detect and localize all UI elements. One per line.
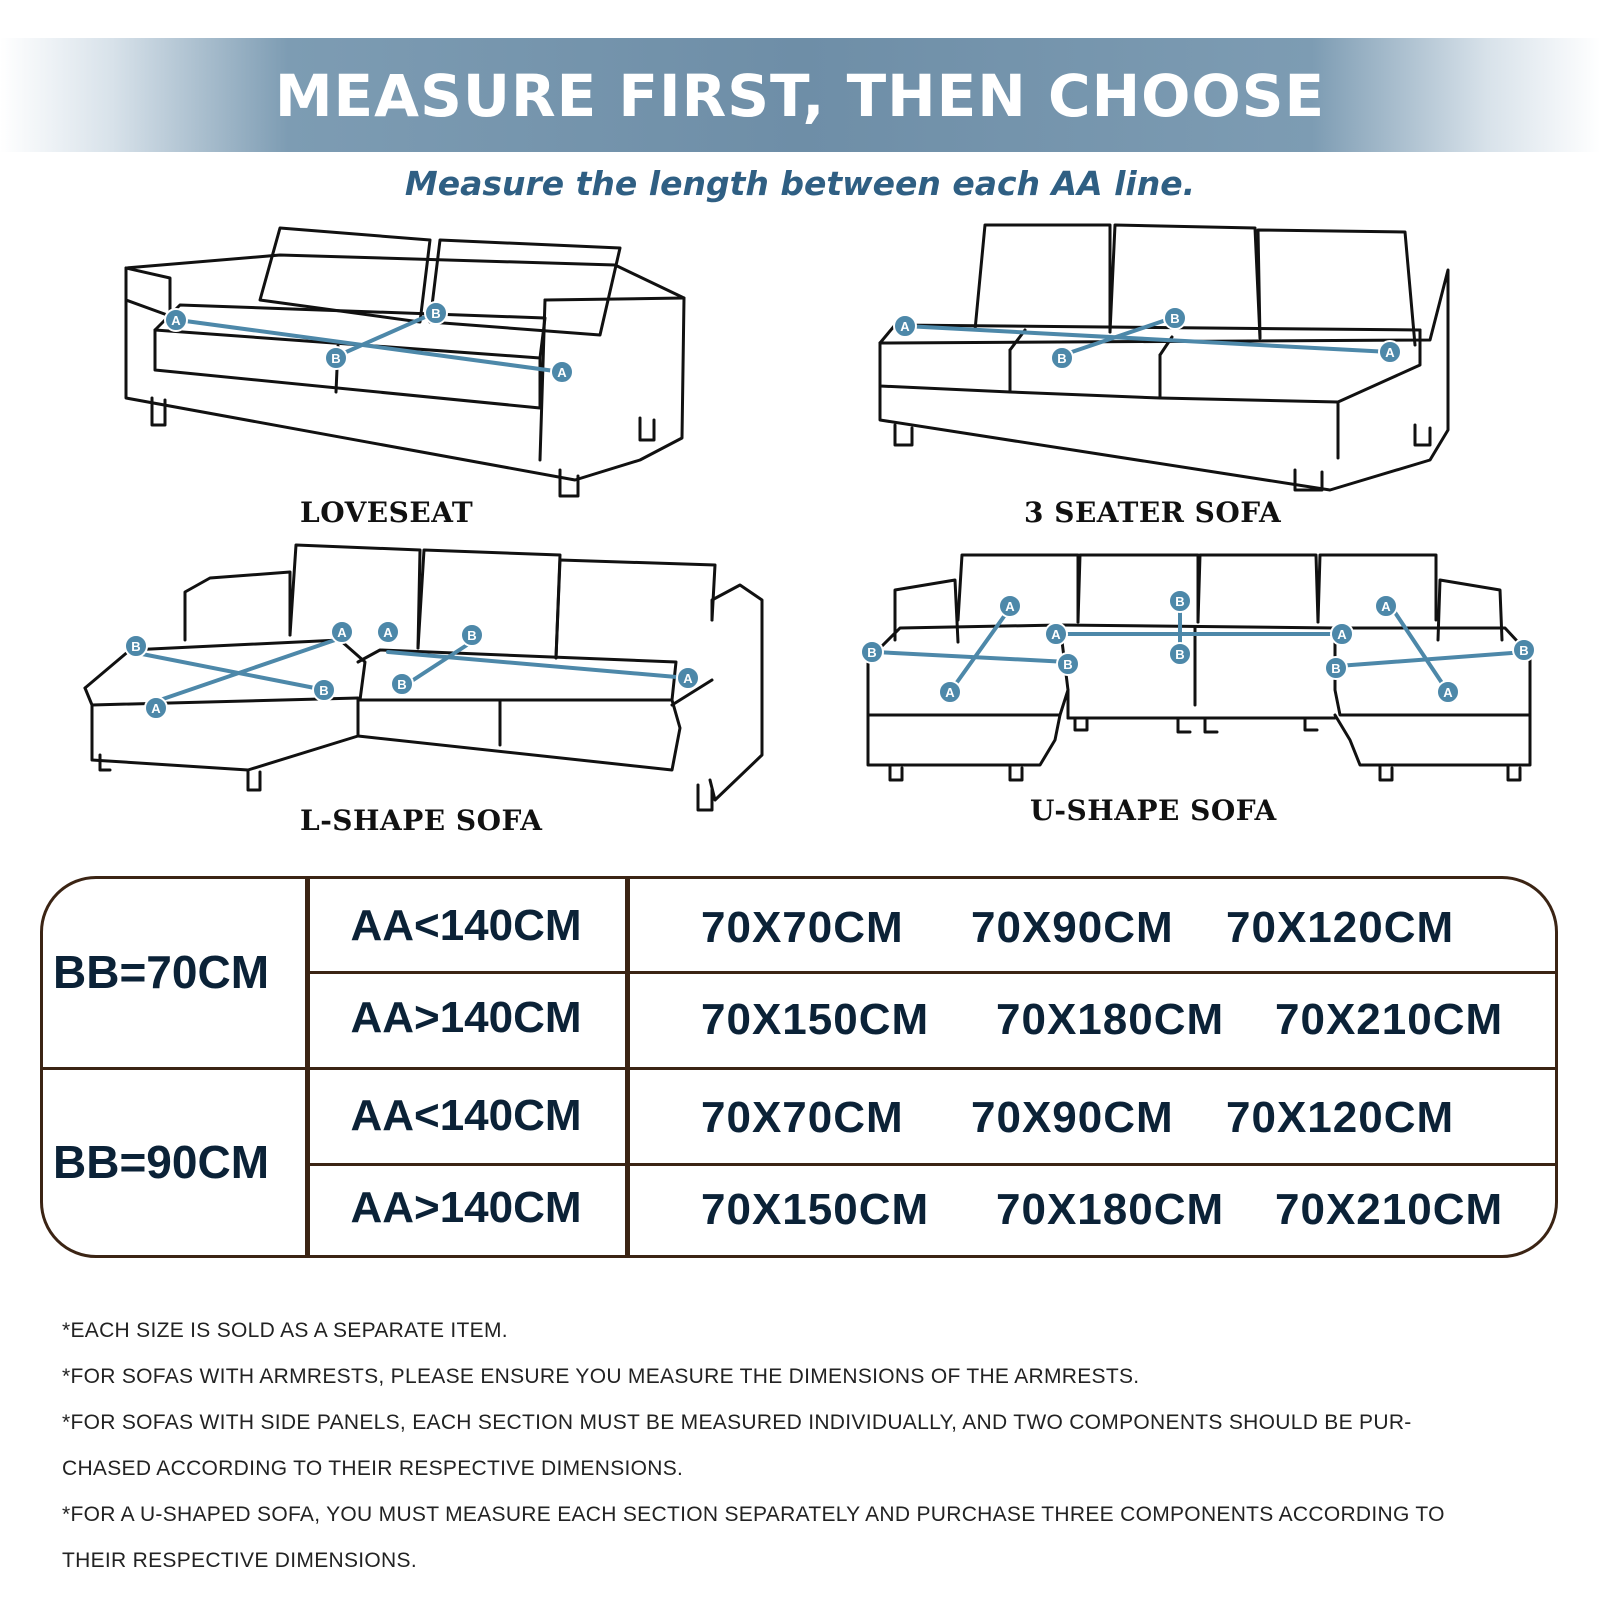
marker-b-badge bbox=[861, 641, 883, 663]
marker-letter: B bbox=[467, 628, 477, 643]
size-option: 70X90CM bbox=[971, 903, 1174, 952]
loveseat-label: LOVESEAT bbox=[300, 496, 474, 529]
size-option: 70X70CM bbox=[701, 1093, 904, 1142]
marker-letter: B bbox=[1519, 643, 1529, 658]
marker-a-badge bbox=[377, 621, 399, 643]
size-option: 70X150CM bbox=[701, 1185, 930, 1234]
marker-a-badge bbox=[999, 595, 1021, 617]
marker-a-badge bbox=[145, 697, 167, 719]
marker-letter: B bbox=[1057, 351, 1067, 366]
marker-a-badge bbox=[1375, 595, 1397, 617]
size-table bbox=[40, 876, 1558, 1258]
loveseat-drawing bbox=[126, 228, 684, 496]
marker-a-badge bbox=[1045, 623, 1067, 645]
marker-b-badge bbox=[391, 673, 413, 695]
aa-condition: AA>140CM bbox=[350, 1183, 582, 1232]
page-subtitle: Measure the length between each AA line. bbox=[404, 164, 1196, 203]
marker-letter: B bbox=[131, 639, 141, 654]
aa-condition: AA<140CM bbox=[350, 901, 582, 950]
marker-b-badge bbox=[1169, 590, 1191, 612]
marker-letter: B bbox=[1170, 311, 1180, 326]
marker-b-badge bbox=[425, 302, 447, 324]
note-line: THEIR RESPECTIVE DIMENSIONS. bbox=[62, 1549, 417, 1572]
size-option: 70X180CM bbox=[996, 1185, 1225, 1234]
marker-b-badge bbox=[1164, 307, 1186, 329]
marker-letter: B bbox=[331, 351, 341, 366]
marker-letter: A bbox=[1385, 345, 1395, 360]
three-seater-drawing bbox=[880, 225, 1448, 490]
marker-b-badge bbox=[1057, 653, 1079, 675]
marker-letter: A bbox=[1443, 685, 1453, 700]
note-line: *EACH SIZE IS SOLD AS A SEPARATE ITEM. bbox=[62, 1319, 508, 1342]
table-divider bbox=[43, 1067, 1555, 1070]
sofa-illustrations bbox=[0, 200, 1600, 850]
marker-letter: A bbox=[557, 365, 567, 380]
marker-letter: A bbox=[1051, 627, 1061, 642]
marker-letter: B bbox=[1063, 657, 1073, 672]
marker-letter: A bbox=[900, 319, 910, 334]
marker-b-badge bbox=[125, 635, 147, 657]
u-shape-label: U-SHAPE SOFA bbox=[1030, 794, 1277, 827]
marker-letter: B bbox=[1331, 661, 1341, 676]
marker-b-badge bbox=[313, 679, 335, 701]
size-option: 70X210CM bbox=[1275, 1185, 1504, 1234]
bb-70-label: BB=70CM bbox=[53, 946, 270, 998]
marker-letter: A bbox=[1337, 627, 1347, 642]
marker-a-badge bbox=[331, 621, 353, 643]
marker-b-badge bbox=[325, 347, 347, 369]
marker-letter: A bbox=[683, 671, 693, 686]
table-divider bbox=[305, 1163, 1555, 1166]
aa-condition: AA>140CM bbox=[350, 993, 582, 1042]
marker-a-badge bbox=[1437, 681, 1459, 703]
size-option: 70X180CM bbox=[996, 995, 1225, 1044]
notes bbox=[62, 1308, 1562, 1584]
marker-a-badge bbox=[165, 309, 187, 331]
marker-letter: B bbox=[397, 677, 407, 692]
marker-letter: A bbox=[171, 313, 181, 328]
size-option: 70X90CM bbox=[971, 1093, 1174, 1142]
marker-letter: A bbox=[945, 685, 955, 700]
marker-a-badge bbox=[1331, 623, 1353, 645]
size-option: 70X70CM bbox=[701, 903, 904, 952]
marker-letter: B bbox=[867, 645, 877, 660]
marker-a-badge bbox=[1379, 341, 1401, 363]
marker-letter: A bbox=[383, 625, 393, 640]
marker-b-badge bbox=[1513, 639, 1535, 661]
note-line: *FOR SOFAS WITH SIDE PANELS, EACH SECTION MUST BE MEASURED INDIVIDUALLY, AND TWO COMPONENTS SHOULD BE PUR- bbox=[62, 1411, 1412, 1434]
marker-a-badge bbox=[551, 361, 573, 383]
size-option: 70X120CM bbox=[1226, 1093, 1455, 1142]
l-shape-label: L-SHAPE SOFA bbox=[300, 804, 543, 837]
marker-letter: B bbox=[1175, 647, 1185, 662]
marker-a-badge bbox=[677, 667, 699, 689]
marker-letter: A bbox=[1005, 599, 1015, 614]
page-title: MEASURE FIRST, THEN CHOOSE bbox=[274, 62, 1326, 130]
header-banner bbox=[0, 38, 1600, 152]
size-option: 70X120CM bbox=[1226, 903, 1455, 952]
marker-b-badge bbox=[461, 624, 483, 646]
note-line: CHASED ACCORDING TO THEIR RESPECTIVE DIMENSIONS. bbox=[62, 1457, 684, 1480]
marker-letter: A bbox=[337, 625, 347, 640]
marker-letter: A bbox=[151, 701, 161, 716]
u-shape-drawing bbox=[868, 555, 1530, 780]
marker-letter: B bbox=[1175, 594, 1185, 609]
marker-a-badge bbox=[939, 681, 961, 703]
marker-b-badge bbox=[1169, 643, 1191, 665]
aa-condition: AA<140CM bbox=[350, 1091, 582, 1140]
marker-a-badge bbox=[894, 315, 916, 337]
marker-letter: B bbox=[431, 306, 441, 321]
size-option: 70X150CM bbox=[701, 995, 930, 1044]
bb-90-label: BB=90CM bbox=[53, 1136, 270, 1188]
note-line: *FOR SOFAS WITH ARMRESTS, PLEASE ENSURE YOU MEASURE THE DIMENSIONS OF THE ARMRESTS. bbox=[62, 1365, 1140, 1388]
table-divider bbox=[305, 971, 1555, 974]
marker-letter: A bbox=[1381, 599, 1391, 614]
marker-b-badge bbox=[1325, 657, 1347, 679]
note-line: *FOR A U-SHAPED SOFA, YOU MUST MEASURE EACH SECTION SEPARATELY AND PURCHASE THREE COMPONENTS ACCORDING TO bbox=[62, 1503, 1445, 1526]
l-shape-drawing bbox=[85, 545, 762, 810]
marker-b-badge bbox=[1051, 347, 1073, 369]
three-seater-label: 3 SEATER SOFA bbox=[1024, 496, 1282, 529]
size-option: 70X210CM bbox=[1275, 995, 1504, 1044]
marker-letter: B bbox=[319, 683, 329, 698]
